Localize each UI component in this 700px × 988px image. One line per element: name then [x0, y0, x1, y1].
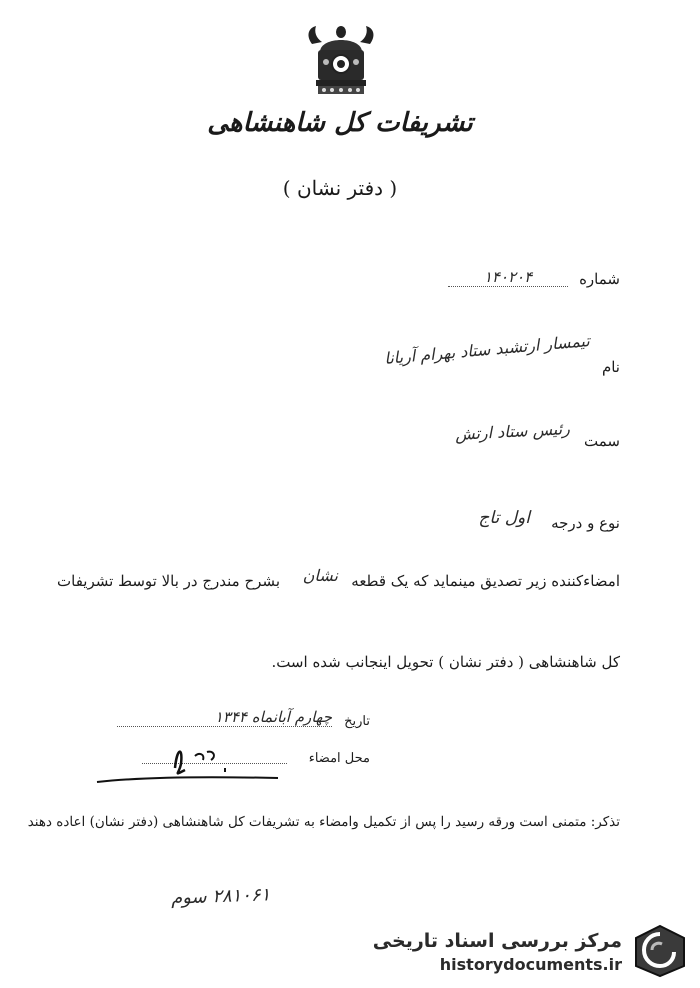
statement-part-1: امضاءکننده زیر تصدیق مینماید که یک قطعه [351, 572, 620, 590]
note-text: تذکر: متمنی است ورقه رسید را پس از تکمیل وامضاء به تشریفات کل شاهنشاهی (دفتر نشان) اعاده دهند [27, 814, 620, 830]
bottom-handwritten-note: ۲۸۱۰۶۱ سوم [170, 884, 271, 909]
signature-mark [95, 738, 280, 788]
number-label: شماره [579, 270, 620, 288]
imperial-crown-icon [302, 22, 380, 102]
watermark-url: historydocuments.ir [439, 955, 622, 974]
archive-logo-icon [630, 920, 690, 980]
name-value: تیمسار ارتشبد ستاد بهرام آریانا [383, 331, 591, 368]
office-subtitle: ( دفتر نشان ) [282, 176, 398, 200]
statement-handwritten-item: نشان [302, 566, 338, 585]
number-value: ۱۴۰۲۰۴ [448, 268, 568, 287]
position-label: سمت [584, 432, 620, 450]
date-value: چهارم آبانماه ۱۳۴۴ [117, 708, 332, 727]
signature-label: محل امضاء [308, 751, 370, 766]
grade-value: اول تاج [478, 508, 530, 528]
letterhead-title: تشریفات کل شاهنشاهی [207, 108, 473, 138]
grade-label: نوع و درجه [551, 514, 620, 532]
name-label: نام [601, 358, 620, 376]
position-value: رئیس ستاد ارتش [454, 419, 571, 444]
watermark-title: مرکز بررسی اسناد تاریخی [372, 930, 622, 952]
statement-line-2: کل شاهنشاهی ( دفتر نشان ) تحویل اینجانب شده است. [271, 653, 620, 671]
statement-part-2: بشرح مندرج در بالا توسط تشریفات [57, 572, 280, 590]
date-label: تاریخ [344, 714, 370, 729]
